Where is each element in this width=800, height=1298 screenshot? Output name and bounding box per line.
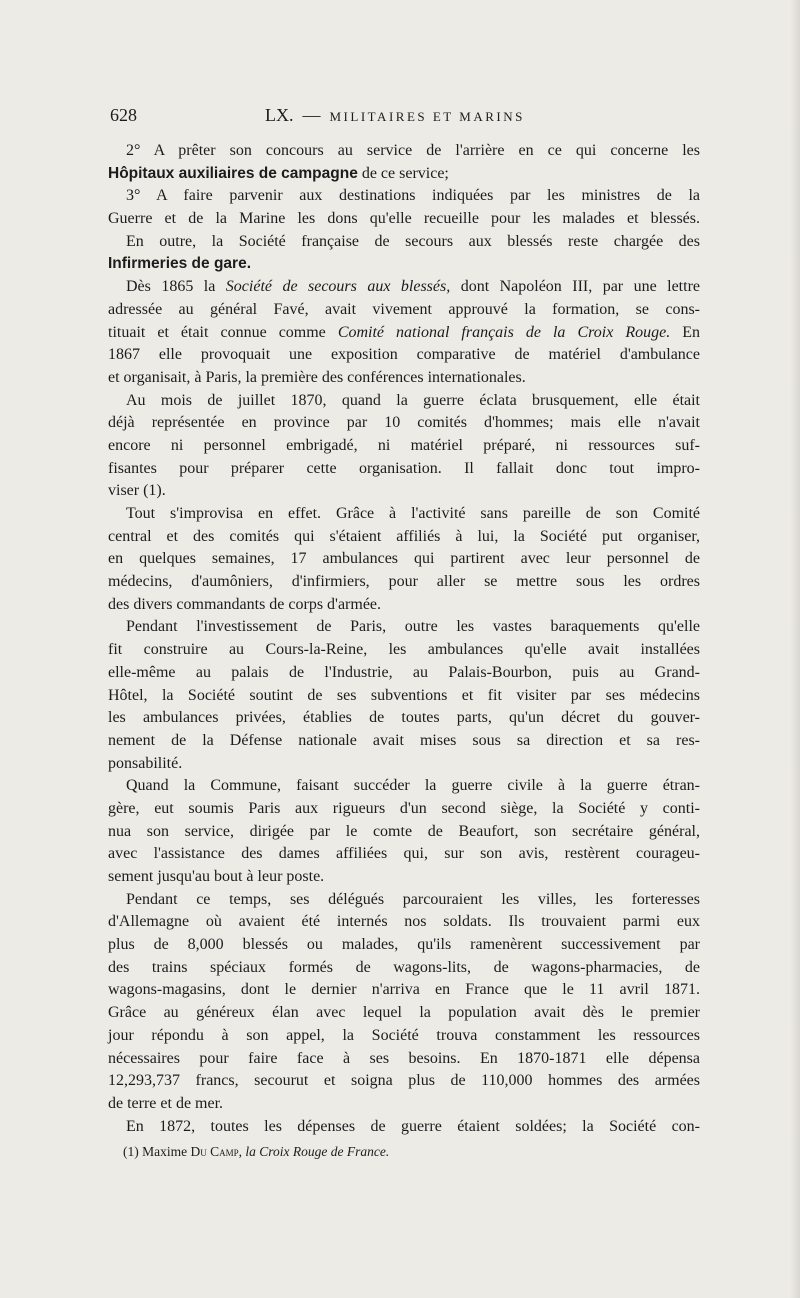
text-line: [108, 775, 700, 798]
text-line: [108, 367, 700, 390]
text-line: [108, 639, 700, 662]
bold-heading-span: Hôpitaux auxiliaires de campagne: [108, 164, 358, 182]
text-line: [108, 1070, 700, 1093]
text-line: [108, 1093, 700, 1116]
text-span: tituait et était connue comme: [108, 323, 338, 341]
text-line: [108, 208, 700, 231]
text-line: [108, 889, 700, 912]
text-line: [108, 866, 700, 889]
text-span: 1867 elle provoquait une exposition comparative de matériel d'ambulance: [108, 346, 700, 364]
text-span: 12,293,737 francs, secourut et soigna plus de 110,000 hommes des armées: [108, 1072, 700, 1090]
text-span: Hôtel, la Société soutint de ses subventions et fit visiter par ses médecins: [108, 686, 700, 704]
text-span: et organisait, à Paris, la première des conférences internationales.: [108, 368, 526, 386]
text-line: [108, 753, 700, 776]
text-line: [108, 548, 700, 571]
text-line: [108, 821, 700, 844]
text-line: [108, 934, 700, 957]
running-title: [265, 105, 525, 126]
text-span: En: [670, 323, 700, 341]
text-line: [108, 435, 700, 458]
text-line: [108, 231, 700, 254]
text-span: Guerre et de la Marine les dons qu'elle recueille pour les malades et blessés.: [108, 210, 700, 228]
footnote-author-first: Maxime: [142, 1144, 188, 1159]
text-line: [108, 1116, 700, 1139]
text-line: [108, 662, 700, 685]
chapter-title: MILITAIRES ET MARINS: [329, 109, 525, 124]
text-span: médecins, d'aumôniers, d'infirmiers, pour aller se mettre sous les ordres: [108, 573, 700, 591]
text-span: fisantes pour préparer cette organisation. Il fallait donc tout impro-: [108, 459, 700, 477]
text-line: [108, 1002, 700, 1025]
text-line: [108, 616, 700, 639]
text-span: Tout s'improvisa en effet. Grâce à l'activité sans pareille de son Comité: [126, 505, 700, 522]
text-span: avec l'assistance des dames affiliées qui, sur son avis, restèrent courageu-: [108, 845, 700, 863]
text-span: des trains spéciaux formés de wagons-lits, de wagons-pharmacies, de: [108, 958, 700, 976]
text-span: Pendant ce temps, ses délégués parcouraient les villes, les forteresses: [126, 890, 700, 908]
text-span: wagons-magasins, dont le dernier n'arriva en France que le 11 avril 1871.: [108, 981, 700, 999]
body-text: [108, 140, 700, 1138]
text-line: [108, 707, 700, 730]
text-line: [108, 390, 700, 413]
text-span: 2° A prêter son concours au service de l'arrière en ce qui concerne les: [126, 142, 700, 159]
text-span: elle-même au palais de l'Industrie, au Palais-Bourbon, puis au Grand-: [108, 663, 700, 681]
text-line: [108, 412, 700, 435]
header-dash: —: [302, 105, 321, 125]
text-line: [108, 1025, 700, 1048]
text-span: ponsabilité.: [108, 754, 183, 772]
text-line: [108, 344, 700, 367]
text-line: [108, 843, 700, 866]
text-line: [108, 911, 700, 934]
text-span: de ce service;: [357, 164, 449, 182]
footnote: [123, 1144, 683, 1160]
page-edge-shadow: [790, 0, 800, 1298]
text-span: sement jusqu'au bout à leur poste.: [108, 868, 325, 885]
text-line: [108, 299, 700, 322]
text-span: encore ni personnel embrigadé, ni matériel préparé, ni ressources suf-: [108, 436, 700, 454]
text-span: nua son service, dirigée par le comte de Beaufort, son secrétaire général,: [108, 822, 700, 840]
text-span: des divers commandants de corps d'armée.: [108, 595, 382, 613]
text-span: jour répondu à son appel, la Société trouva constamment les ressources: [108, 1026, 700, 1044]
text-line: [108, 571, 700, 594]
text-line: [108, 503, 700, 526]
text-span: nécessaires pour faire face à ses besoins. En 1870-1871 elle dépensa: [108, 1049, 700, 1067]
text-line: [108, 163, 700, 186]
text-line: [108, 730, 700, 753]
text-span: dont Napoléon III, par une lettre: [450, 278, 700, 296]
text-span: Quand la Commune, faisant succéder la guerre civile à la guerre étran-: [126, 777, 700, 795]
page-header: [110, 105, 700, 129]
text-line: [108, 685, 700, 708]
text-line: [108, 979, 700, 1002]
text-span: En 1872, toutes les dépenses de guerre étaient soldées; la Société con-: [126, 1117, 700, 1135]
text-span: viser (1).: [108, 482, 166, 500]
text-span: 3° A faire parvenir aux destinations indiquées par les ministres de la: [126, 187, 700, 205]
text-span: en quelques semaines, 17 ambulances qui partirent avec leur personnel de: [108, 550, 700, 568]
bold-heading-span: Infirmeries de gare.: [108, 255, 252, 273]
text-line: [108, 185, 700, 208]
page-number: 628: [110, 105, 137, 125]
text-span: adressée au général Favé, avait vivement approuvé la formation, se cons-: [108, 300, 700, 318]
italic-span: Société de secours aux blessés,: [225, 278, 451, 296]
text-line: [108, 276, 700, 299]
text-span: plus de 8,000 blessés ou malades, qu'ils ramenèrent successivement par: [108, 936, 700, 954]
text-span: central et des comités qui s'étaient affiliés à lui, la Société put organiser,: [108, 527, 700, 545]
text-line: [108, 140, 700, 163]
text-span: Grâce au généreux élan avec lequel la population avait dès le premier: [108, 1004, 700, 1022]
text-span: gère, eut soumis Paris aux rigueurs d'un second siège, la Société y conti-: [108, 799, 700, 817]
text-line: [108, 798, 700, 821]
text-span: fit construire au Cours-la-Reine, les ambulances qu'elle avait installées: [108, 641, 700, 659]
text-line: [108, 1048, 700, 1071]
footnote-marker: (1): [123, 1144, 139, 1159]
text-line: [108, 458, 700, 481]
footnote-author-last: Du Camp,: [190, 1144, 243, 1159]
text-span: Pendant l'investissement de Paris, outre les vastes baraquements qu'elle: [126, 618, 700, 636]
text-line: [108, 253, 700, 276]
text-line: [108, 480, 700, 503]
text-span: de terre et de mer.: [108, 1094, 224, 1112]
text-span: les ambulances privées, établies de toutes parts, qu'un décret du gouver-: [108, 709, 700, 727]
footnote-work: la Croix Rouge de France.: [245, 1144, 390, 1159]
text-span: d'Allemagne où avaient été internés nos soldats. Ils trouvaient parmi eux: [108, 913, 700, 931]
text-line: [108, 594, 700, 617]
text-line: [108, 322, 700, 345]
text-span: déjà représentée en province par 10 comités d'hommes; mais elle n'avait: [108, 414, 700, 432]
italic-span: Comité national français de la Croix Rouge.: [337, 323, 671, 341]
text-span: Dès 1865 la: [126, 278, 226, 296]
text-line: [108, 957, 700, 980]
text-span: En outre, la Société française de secours aux blessés reste chargée des: [126, 232, 700, 250]
text-span: nement de la Défense nationale avait mises sous sa direction et sa res-: [108, 731, 700, 749]
chapter-number: LX.: [265, 105, 294, 125]
text-span: Au mois de juillet 1870, quand la guerre éclata brusquement, elle était: [126, 391, 700, 409]
text-line: [108, 526, 700, 549]
